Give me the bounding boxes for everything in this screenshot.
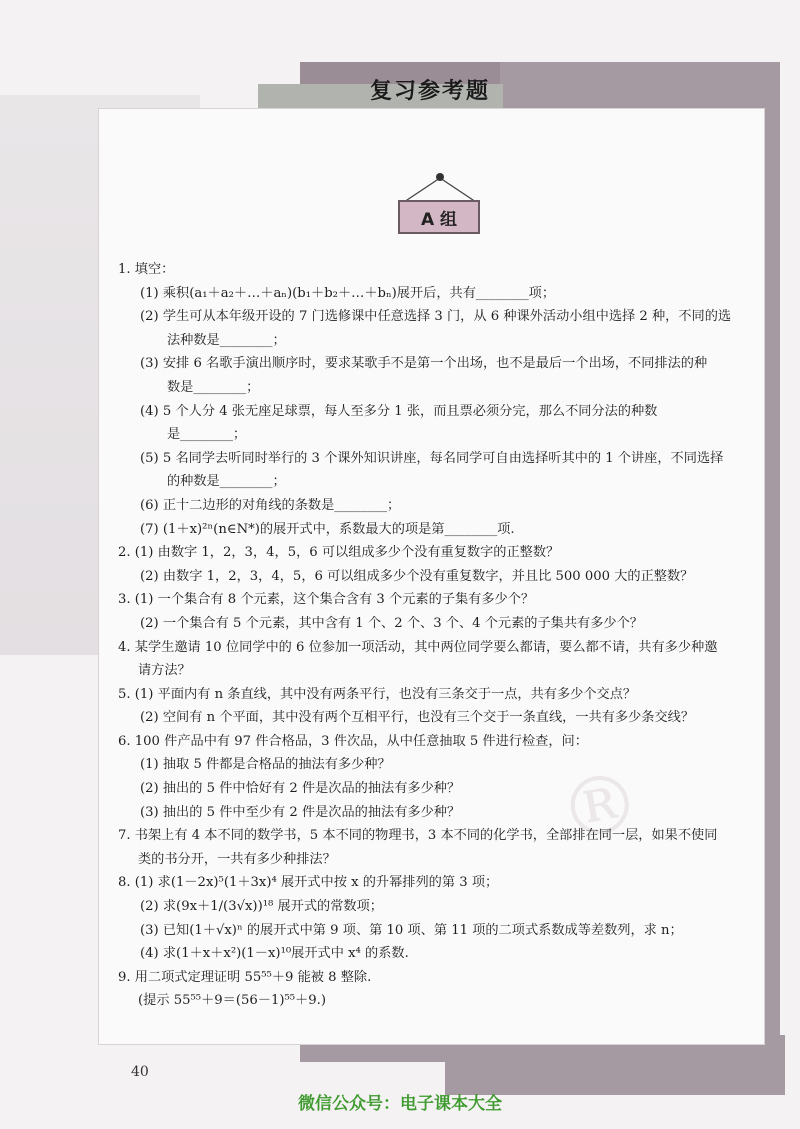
exercise-line: 请方法？ [138,663,191,679]
exercise-line: (7) (1＋x)²ⁿ(n∈N*)的展开式中，系数最大的项是第________项. [140,521,515,537]
exercise-line: 8. (1) 求(1－2x)⁵(1＋3x)⁴ 展开式中按 x 的升幂排列的第 3 项； [118,875,499,891]
exercise-line: (2) 一个集合有 5 个元素，其中含有 1 个、2 个、3 个、4 个元素的子集共有多少个？ [140,615,643,631]
exercise-line: (3) 抽出的 5 件中至少有 2 件是次品的抽法有多少种？ [140,804,461,820]
exercise-line: 类的书分开，一共有多少种排法？ [138,851,336,867]
exercise-line: 1. 填空： [118,262,175,277]
exercise-list [118,258,748,1013]
exercise-line: 是________； [167,427,247,443]
exercise-line: 6. 100 件产品中有 97 件合格品，3 件次品，从中任意抽取 5 件进行检查，问： [118,733,588,749]
exercise-line: 的种数是________； [167,474,286,490]
exercise-line: 5. (1) 平面内有 n 条直线，其中没有两条平行，也没有三条交于一点，共有多少个交点？ [118,686,637,702]
exercise-line: 4. 某学生邀请 10 位同学中的 6 位参加一项活动，其中两位同学要么都请，要么都不请，共有多少种邀 [118,639,718,655]
exercise-line: 2. (1) 由数字 1，2，3，4，5，6 可以组成多少个没有重复数字的正整数？ [118,545,560,561]
exercise-line: 7. 书架上有 4 本不同的数学书，5 本不同的物理书，3 本不同的化学书，全部排在同一层，如果不使同 [118,828,718,844]
exercise-line: 3. (1) 一个集合有 8 个元素，这个集合含有 3 个元素的子集有多少个？ [118,592,535,608]
exercise-line: (2) 空间有 n 个平面，其中没有两个互相平行，也没有三个交于一条直线，一共有多少条交线？ [140,710,695,726]
exercise-line: (2) 学生可从本年级开设的 7 门选修课中任意选择 3 门，从 6 种课外活动小组中选择 2 种，不同的选 [140,309,732,325]
exercise-line: (5) 5 名同学去听同时举行的 3 个课外知识讲座，每名同学可自由选择听其中的 1 个讲座，不同选择 [140,450,724,466]
exercise-line: (3) 已知(1＋√x)ⁿ 的展开式中第 9 项、第 10 项、第 11 项的二项式系数成等差数列，求 n； [140,922,683,938]
exercise-line: (提示 55⁵⁵＋9＝(56－1)⁵⁵＋9.) [138,993,326,1009]
pin-icon [436,173,444,181]
exercise-line: (1) 乘积(a₁＋a₂＋…＋aₙ)(b₁＋b₂＋…＋bₙ)展开后，共有________项； [140,285,556,301]
section-title: 复习参考题 [370,79,491,104]
watermark: ® [552,753,648,860]
page-number: 40 [131,1064,149,1080]
footer-text: 微信公众号：电子课本大全 [298,1094,502,1114]
exercise-line: (3) 安排 6 名歌手演出顺序时，要求某歌手不是第一个出场，也不是最后一个出场，不同排法的种 [140,356,708,372]
exercise-line: (2) 求(9x＋1/(3√x))¹⁸ 展开式的常数项； [140,899,383,915]
exercise-line: (6) 正十二边形的对角线的条数是________； [140,497,401,513]
group-sign: A 组 [398,200,480,234]
exercise-line: 9. 用二项式定理证明 55⁵⁵＋9 能被 8 整除. [118,969,372,985]
exercise-line: (1) 抽取 5 件都是合格品的抽法有多少种？ [140,757,391,773]
exercise-line: 法种数是________； [167,332,286,348]
exercise-line: 数是________； [167,379,260,395]
exercise-line: (4) 5 个人分 4 张无座足球票，每人至多分 1 张，而且票必须分完，那么不同分法的种数 [140,403,658,419]
exercise-line: (4) 求(1＋x＋x²)(1－x)¹⁰展开式中 x⁴ 的系数. [140,946,409,962]
exercise-line: (2) 由数字 1，2，3，4，5，6 可以组成多少个没有重复数字，并且比 500 000 大的正整数？ [140,568,694,584]
exercise-line: (2) 抽出的 5 件中恰好有 2 件是次品的抽法有多少种？ [140,781,461,797]
